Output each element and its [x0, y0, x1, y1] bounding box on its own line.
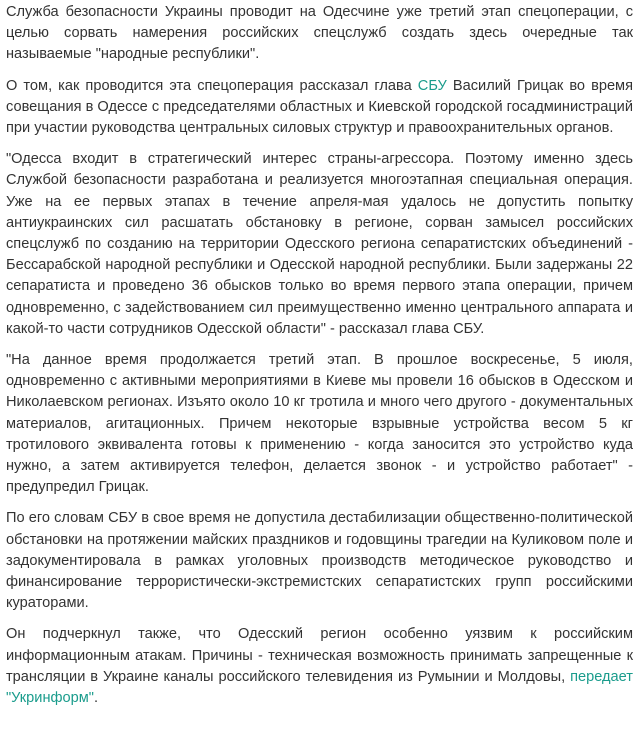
sbu-link[interactable]: СБУ: [417, 77, 447, 94]
article-paragraph-5: По его словам СБУ в свое время не допустила дестабилизации общественно-политической обстановки на протяжении майских праздников и годовщины трагедии на Куликовом поле и задокументировала в рамках уголовных производств методическое руководство и финансирование террористически-экстремистских сепаратистских групп российскими кураторами.: [6, 510, 633, 612]
article-paragraph-1: Служба безопасности Украины проводит на Одесчине уже третий этап спецоперации, с целью сорвать намерения российских спецслужб создать здесь очередные так называемые "народные республики".: [6, 4, 633, 63]
paragraph-2-text-end: Василий Грицак во время совещания в Одессе с председателями областных и Киевской городской госадминистраций при участии руководства центральных силовых структур и правоохранительных органов.: [6, 77, 633, 137]
article-paragraph-6: [6, 624, 633, 709]
paragraph-2-text-start: О том, как проводится эта спецоперация рассказал глава: [6, 77, 418, 94]
article-paragraph-3: "Одесса входит в стратегический интерес страны-агрессора. Поэтому именно здесь Службой безопасности разработана и реализуется многоэтапная специальная операция. Уже на ее первых этапах в течение апреля-мая удалось не допустить попытку антиукраинских сил расшатать обстановку в регионе, сорван замысел российских спецслужб по созданию на территории Одесского региона сепаратистских объединений - Бессарабской народной республики и Одесской народной республики. Были задержаны 22 сепаратиста и проведено 36 обысков только во время первого этапа операции, причем одновременно, с задействованием сил преимущественно именно центрального аппарата и какой-то части сотрудников Одесской области" - рассказал глава СБУ.: [6, 151, 633, 337]
article-paragraph-2: [6, 76, 633, 140]
paragraph-6-text-end: .: [93, 690, 99, 707]
article-body: [0, 2, 639, 709]
ukrinform-source-link[interactable]: передает "Укринформ": [6, 668, 633, 707]
article-paragraph-4: "На данное время продолжается третий этап. В прошлое воскресенье, 5 июля, одновременно с активными мероприятиями в Киеве мы провели 16 обысков в Одесском и Николаевском регионах. Изъято около 10 кг тротила и много чего другого - документальных материалов, агитационных. Причем некоторые взрывные устройства весом 5 кг тротилового эквивалента готовы к применению - когда заносится это устройство куда нужно, а затем активируется телефон, делается звонок - и устройство работает" - предупредил Грицак.: [6, 352, 633, 496]
paragraph-6-text-start: Он подчеркнул также, что Одесский регион особенно уязвим к российским информационным атакам. Причины - техническая возможность принимать запрещенные к трансляции в Украине каналы российского телевидения из Румынии и Молдовы,: [6, 626, 633, 685]
